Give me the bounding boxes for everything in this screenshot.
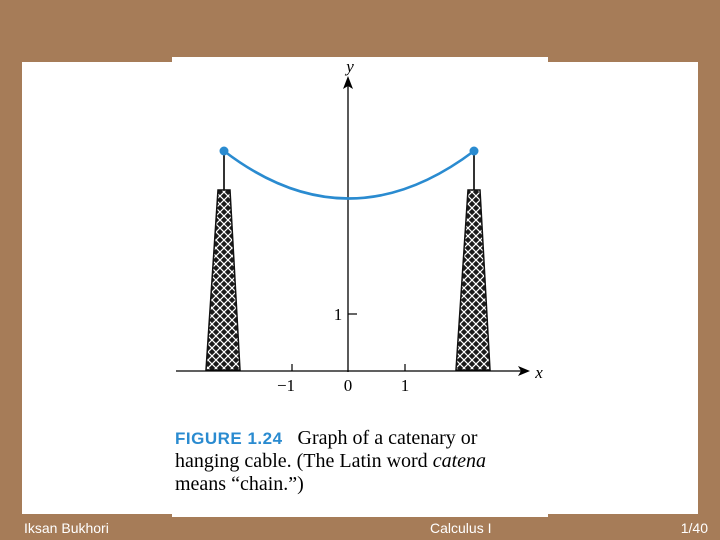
x-tick-label-neg1: −1 bbox=[276, 376, 296, 395]
x-axis-label: x bbox=[535, 363, 543, 382]
x-tick-label-0: 0 bbox=[343, 376, 353, 395]
catenary-curve bbox=[224, 151, 474, 199]
footer-page-number: 1/40 bbox=[680, 520, 708, 536]
y-axis-label: y bbox=[346, 57, 354, 76]
footer-course: Calculus I bbox=[430, 520, 492, 536]
footer-author: Iksan Bukhori bbox=[24, 520, 109, 536]
left-endpoint bbox=[220, 147, 229, 156]
caption-italic-word: catena bbox=[432, 450, 486, 472]
caption-text-2: hanging cable. (The Latin word bbox=[175, 450, 433, 472]
figure-caption bbox=[175, 427, 545, 496]
figure-label: FIGURE 1.24 bbox=[175, 429, 283, 448]
caption-line-2 bbox=[175, 450, 545, 473]
right-endpoint bbox=[470, 147, 479, 156]
right-tower bbox=[456, 152, 490, 370]
caption-line-1 bbox=[175, 427, 545, 450]
x-tick-label-1: 1 bbox=[400, 376, 410, 395]
caption-line-3: means “chain.”) bbox=[175, 473, 304, 495]
slide-footer bbox=[0, 514, 720, 540]
left-tower bbox=[206, 152, 240, 370]
y-tick-label-1: 1 bbox=[333, 305, 343, 324]
caption-text-1: Graph of a catenary or bbox=[297, 427, 478, 449]
